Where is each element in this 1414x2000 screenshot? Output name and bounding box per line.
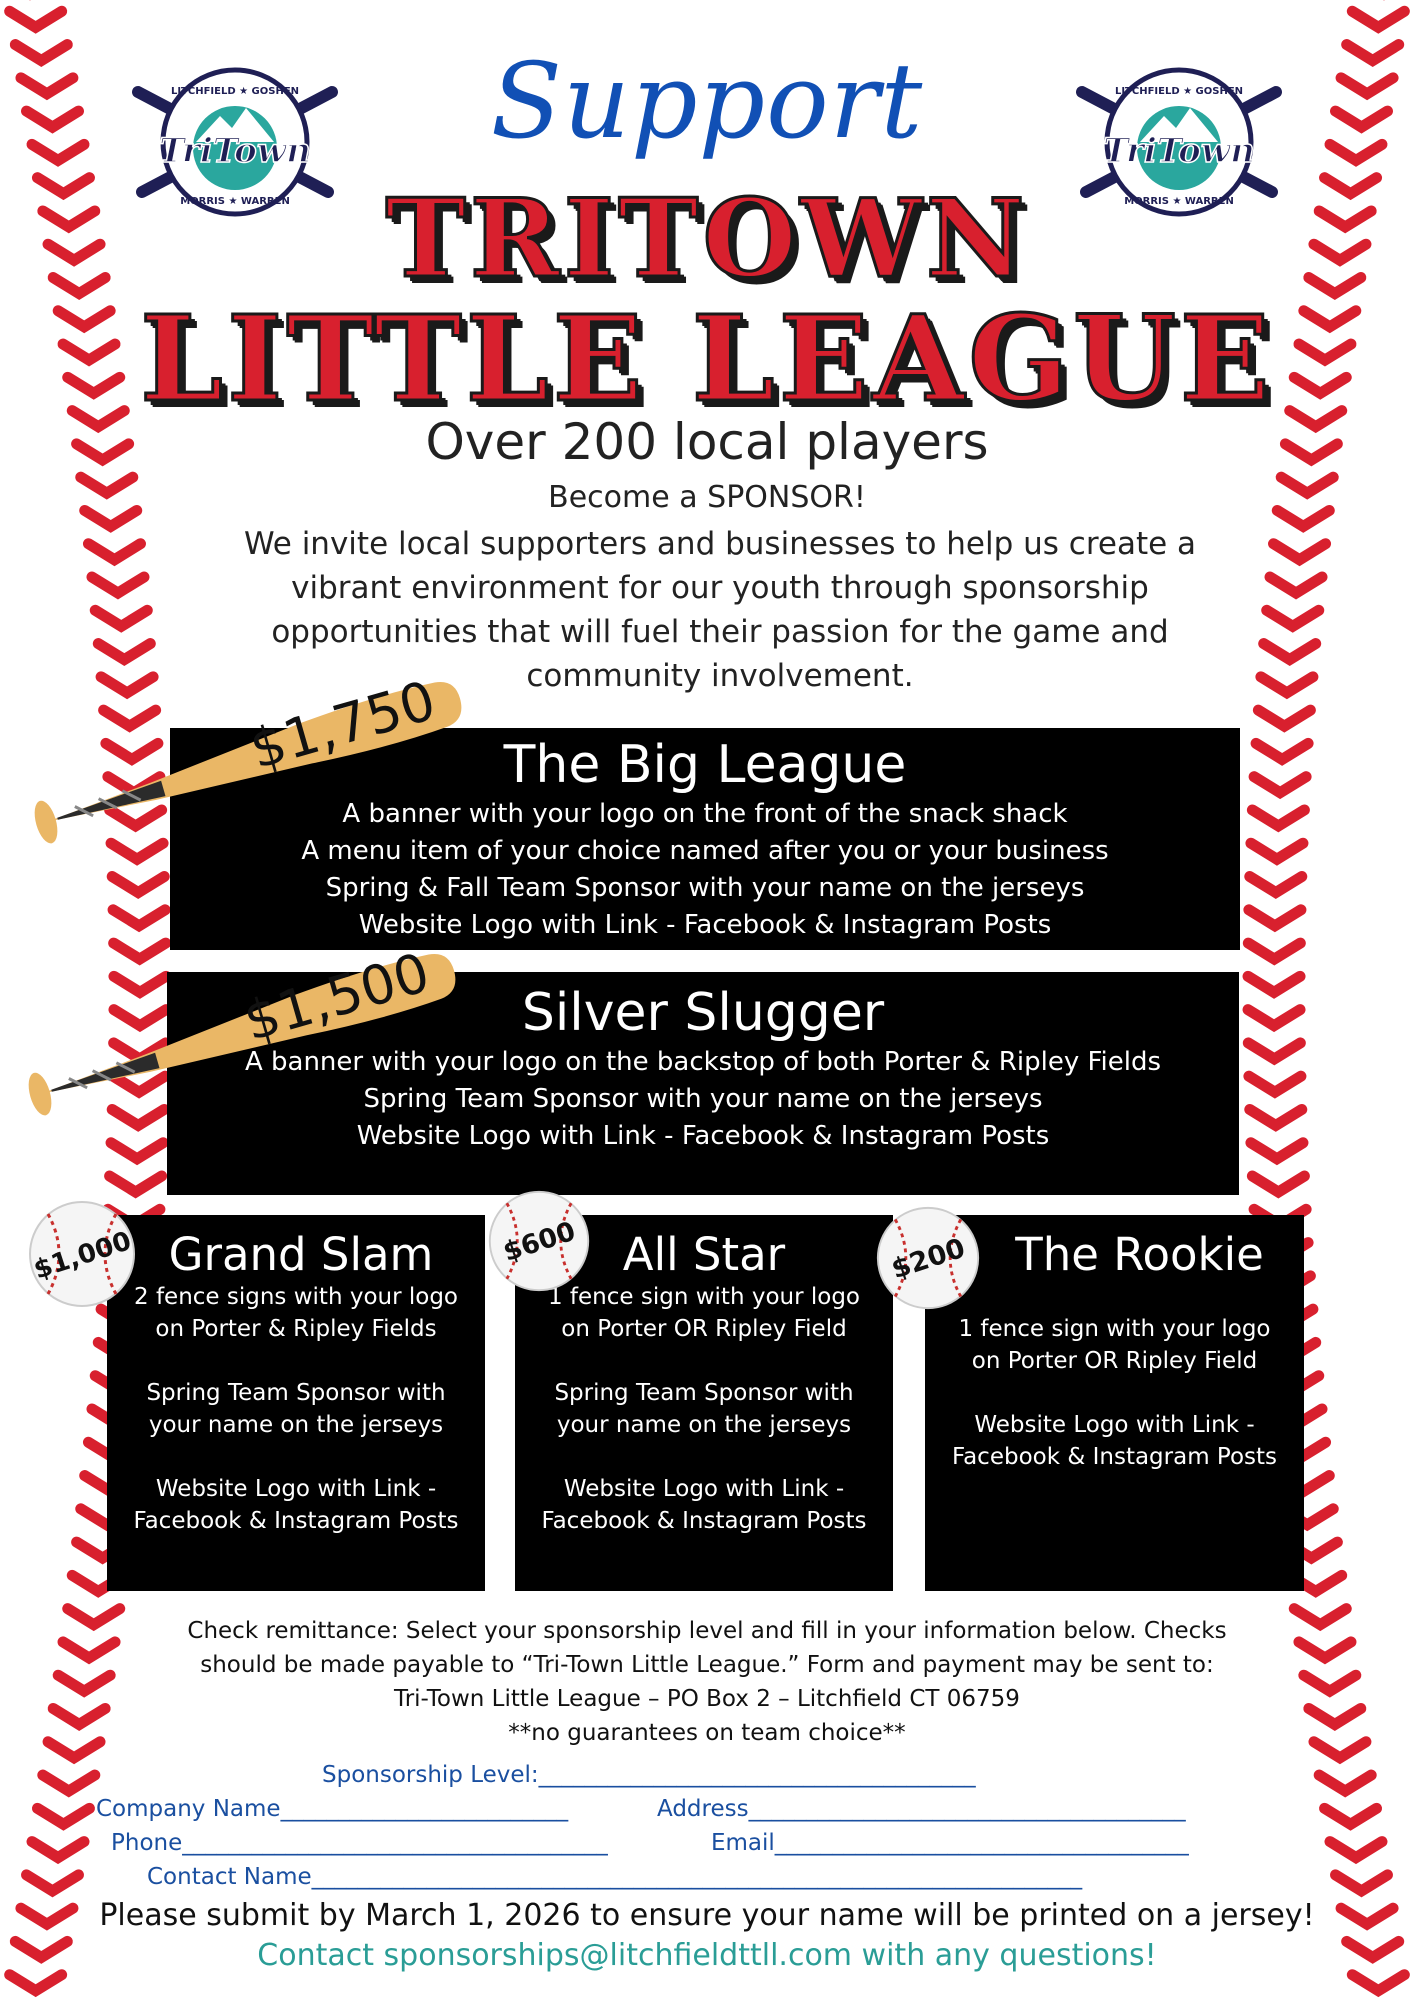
stitch-mark — [1294, 1609, 1346, 1625]
stitch-mark — [1299, 1642, 1351, 1658]
baseball-bat-icon — [10, 660, 480, 870]
stitch-mark — [37, 1808, 89, 1824]
stitch-mark — [1274, 544, 1326, 560]
contact-name-field[interactable]: Contact Name___________________________________________________________________ — [147, 1864, 1083, 1890]
tier-line: A banner with your logo on the backstop of both Porter & Ripley Fields — [244, 1047, 1162, 1077]
tier-line: 2 fence signs with your logo — [134, 1284, 458, 1310]
tier-line: Website Logo with Link - Facebook & Instagram Posts — [356, 1121, 1050, 1151]
tier-line — [515, 1441, 893, 1473]
stitch-mark — [10, 1975, 62, 1991]
stitch-mark — [1248, 1010, 1300, 1026]
tier-line: A menu item of your choice named after you or your business — [301, 836, 1109, 866]
stitch-mark — [1250, 1109, 1302, 1125]
baseball-icon — [26, 1198, 138, 1310]
logo-script: TriTown — [159, 131, 311, 171]
tier-line: Website Logo with Link - Facebook & Instagram Posts — [358, 910, 1052, 940]
tier-grand-slam-name: Grand Slam — [168, 1228, 434, 1281]
tier-grand-slam — [107, 1215, 485, 1591]
stitch-mark — [1248, 943, 1300, 959]
stitch-mark — [1319, 1775, 1371, 1791]
stitch-mark — [1304, 1675, 1356, 1691]
stitch-mark — [27, 1875, 79, 1891]
tier-line — [515, 1345, 893, 1377]
tier-line: Spring Team Sponsor with — [146, 1380, 446, 1406]
sponsorship-level-field[interactable]: Sponsorship Level:______________________________________ — [322, 1762, 976, 1788]
baseball-icon — [486, 1188, 592, 1294]
stitch-mark — [111, 1143, 163, 1159]
stitch-mark — [1256, 743, 1308, 759]
stitch-mark — [1251, 1143, 1303, 1159]
tier-line: Website Logo with Link - — [155, 1476, 437, 1502]
tier-line: on Porter OR Ripley Field — [971, 1348, 1258, 1374]
tier-line: Facebook & Instagram Posts — [951, 1444, 1278, 1470]
stitch-mark — [48, 1742, 100, 1758]
stitch-mark — [1258, 710, 1310, 726]
tier-line — [107, 1345, 485, 1377]
stitch-mark — [98, 644, 150, 660]
support-heading: Support — [490, 40, 924, 162]
logo-bottom-text: MORRIS ★ WARREN — [180, 196, 290, 207]
stitch-mark — [10, 11, 62, 27]
stitch-mark — [1261, 677, 1313, 693]
company-name-field[interactable]: Company Name_________________________ — [96, 1796, 569, 1822]
stitch-mark — [1264, 644, 1316, 660]
stitch-mark — [1352, 11, 1404, 27]
players-subtitle: Over 200 local players — [425, 413, 989, 471]
remittance-line: Check remittance: Select your sponsorship level and fill in your information below. Checks — [187, 1618, 1227, 1644]
tier-line: 1 fence sign with your logo — [958, 1316, 1271, 1342]
tier-line: Spring & Fall Team Sponsor with your name on the jerseys — [325, 873, 1085, 903]
tier-big-league-price: $1,750 — [243, 668, 443, 782]
stitch-mark — [1314, 1742, 1366, 1758]
tier-line: Facebook & Instagram Posts — [133, 1508, 459, 1534]
stitch-mark — [1325, 1808, 1377, 1824]
tier-line: Website Logo with Link - — [974, 1412, 1255, 1438]
tier-all-star-price: $600 — [499, 1215, 580, 1269]
stitch-mark — [63, 1642, 115, 1658]
remittance-note: **no guarantees on team choice** — [508, 1720, 906, 1746]
remittance-instructions — [120, 1614, 1294, 1750]
tier-line: Spring Team Sponsor with your name on the jerseys — [363, 1084, 1043, 1114]
logo-bottom-text: MORRIS ★ WARREN — [1124, 196, 1234, 207]
stitch-mark — [1251, 843, 1303, 859]
stitch-mark — [1248, 976, 1300, 992]
tier-line: on Porter & Ripley Fields — [155, 1316, 437, 1342]
tier-silver-slugger-price: $1,500 — [237, 940, 437, 1054]
stitch-mark — [68, 1609, 120, 1625]
stitch-mark — [1250, 877, 1302, 893]
tier-big-league-name: The Big League — [503, 735, 907, 795]
stitch-mark — [1330, 1842, 1382, 1858]
logo-top-text: LITCHFIELD ★ GOSHEN — [170, 86, 300, 97]
stitch-mark — [1248, 1043, 1300, 1059]
stitch-mark — [112, 877, 164, 893]
stitch-mark — [110, 1176, 162, 1192]
stitch-mark — [95, 610, 147, 626]
tier-line — [107, 1441, 485, 1473]
tier-line: Facebook & Instagram Posts — [541, 1508, 867, 1534]
stitch-mark — [1267, 610, 1319, 626]
tier-silver-slugger-name: Silver Slugger — [521, 983, 885, 1043]
baseball-bat-icon — [4, 932, 474, 1142]
stitch-mark — [1249, 910, 1301, 926]
tier-line: 1 fence sign with your logo — [547, 1284, 860, 1310]
tier-rookie-price: $200 — [887, 1232, 969, 1286]
tier-line: Website Logo with Link - — [563, 1476, 845, 1502]
remittance-address: Tri-Town Little League – PO Box 2 – Litchfield CT 06759 — [394, 1686, 1020, 1712]
stitch-mark — [1335, 1875, 1387, 1891]
logo-script: TriTown — [1103, 131, 1255, 171]
tier-all-star-name: All Star — [622, 1228, 786, 1281]
logo-top-text: LITCHFIELD ★ GOSHEN — [1114, 86, 1244, 97]
tier-grand-slam-price: $1,000 — [30, 1226, 135, 1286]
contact-email[interactable]: Contact sponsorships@litchfieldttll.com with any questions! — [257, 1938, 1157, 1973]
tier-line: your name on the jerseys — [556, 1412, 852, 1438]
stitch-mark — [1254, 777, 1306, 793]
stitch-mark — [1252, 810, 1304, 826]
stitch-mark — [43, 1775, 95, 1791]
become-sponsor-text: Become a SPONSOR! — [548, 480, 866, 515]
stitch-mark — [1252, 1176, 1304, 1192]
stitch-mark — [1352, 1975, 1404, 1991]
phone-field[interactable]: Phone_____________________________________ — [111, 1830, 608, 1856]
stitch-mark — [92, 577, 144, 593]
title-tritown: TRITOWN — [385, 176, 1029, 302]
stitch-mark — [32, 1842, 84, 1858]
remittance-line: should be made payable to “Tri-Town Little League.” Form and payment may be sent to: — [200, 1652, 1214, 1678]
tier-rookie-name: The Rookie — [1015, 1228, 1264, 1281]
tier-line: your name on the jerseys — [148, 1412, 444, 1438]
stitch-mark — [1309, 1708, 1361, 1724]
stitch-mark — [88, 544, 140, 560]
stitch-mark — [53, 1708, 105, 1724]
tier-line: on Porter OR Ripley Field — [561, 1316, 847, 1342]
stitch-mark — [1270, 577, 1322, 593]
submit-deadline: Please submit by March 1, 2026 to ensure your name will be printed on a jersey! — [99, 1898, 1315, 1933]
stitch-mark — [1249, 1076, 1301, 1092]
address-field[interactable]: Address______________________________________ — [657, 1796, 1186, 1822]
stitch-mark — [113, 910, 165, 926]
title-little-league: LITTLE LEAGUE — [140, 289, 1274, 428]
tier-line — [925, 1377, 1304, 1409]
email-field[interactable]: Email____________________________________ — [711, 1830, 1189, 1856]
stitch-mark — [58, 1675, 110, 1691]
baseball-icon — [874, 1204, 982, 1312]
tier-line: Spring Team Sponsor with — [554, 1380, 854, 1406]
tier-line: A banner with your logo on the front of the snack shack — [342, 799, 1068, 829]
invite-paragraph: We invite local supporters and businesses to help us create a vibrant environment for our youth through sponsorship opportunities that will fuel their passion for the game and community involvement. — [243, 526, 1197, 694]
